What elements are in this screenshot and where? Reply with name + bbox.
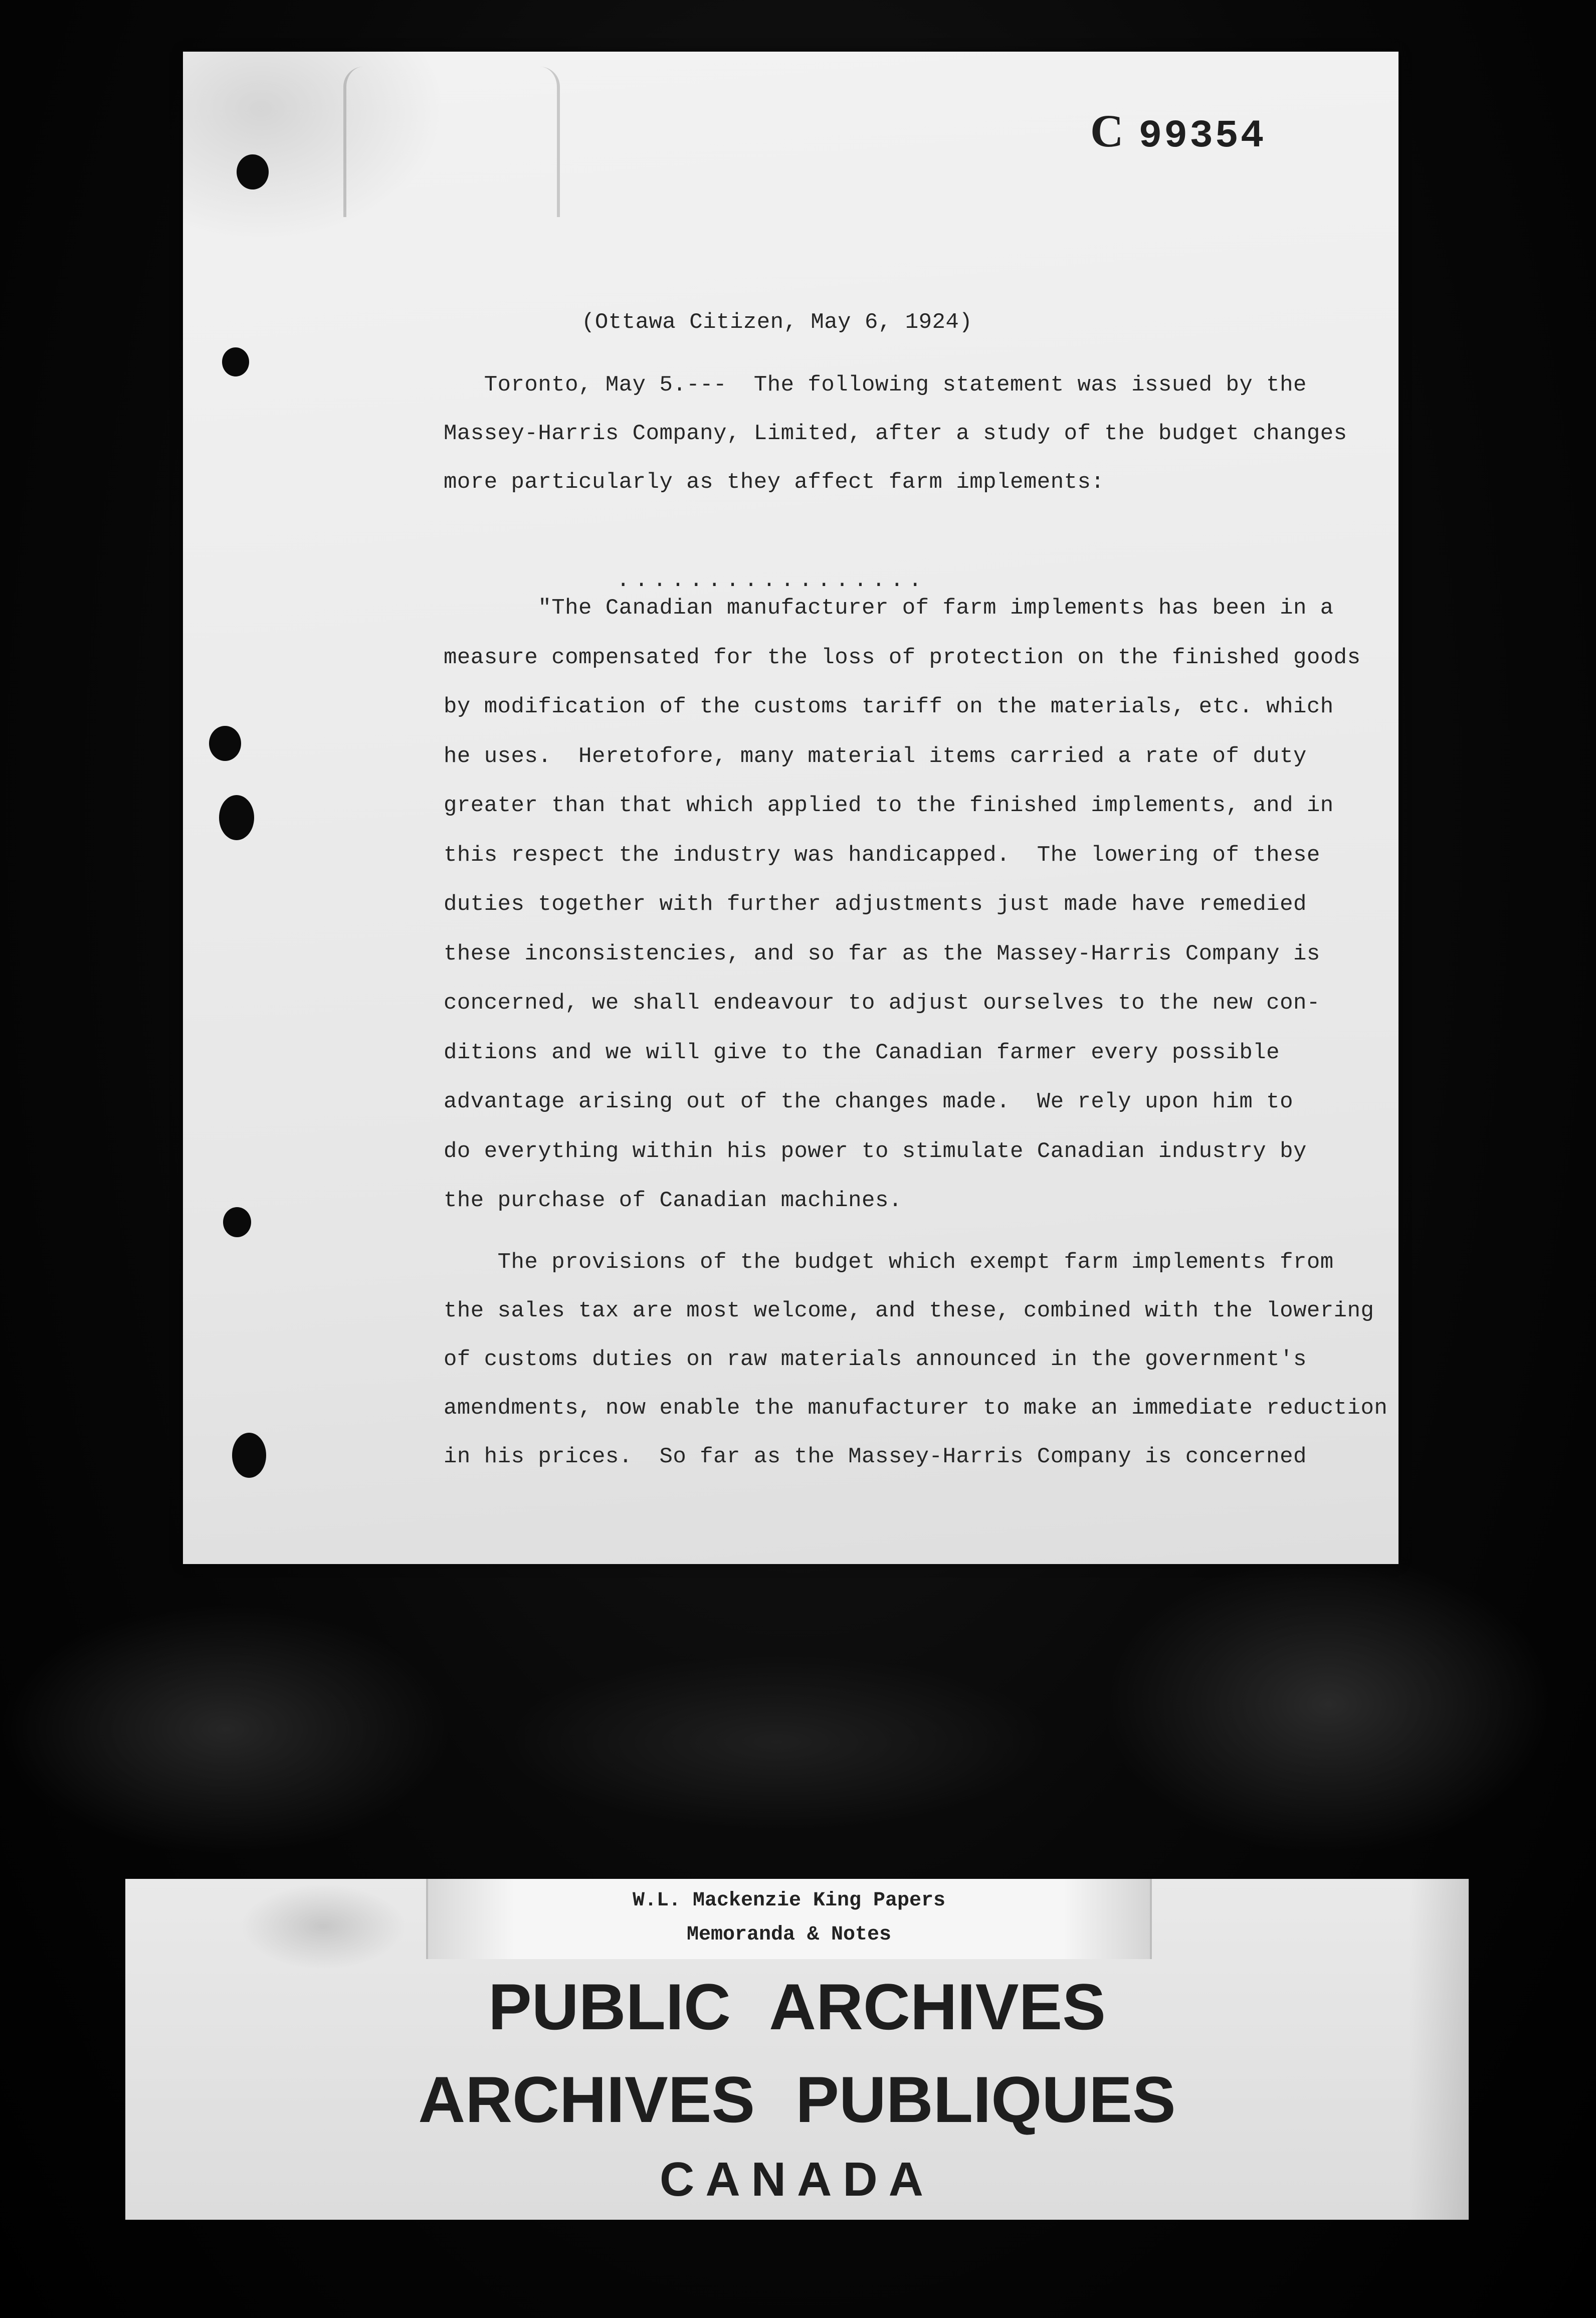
body-line: The provisions of the budget which exempt farm implements from <box>444 1250 1334 1275</box>
body-line: this respect the industry was handicapped. The lowering of these <box>444 842 1320 868</box>
paper-clip-mark <box>343 67 560 217</box>
body-line: these inconsistencies, and so far as the Massey-Harris Company is <box>444 941 1320 967</box>
background-mottle <box>501 1654 1053 1830</box>
stamp-number: 99354 <box>1138 114 1266 158</box>
collection-tab <box>426 1879 1152 1959</box>
body-line: in his prices. So far as the Massey-Harris Company is concerned <box>444 1444 1307 1469</box>
body-line: Massey-Harris Company, Limited, after a study of the budget changes <box>444 421 1347 446</box>
punch-hole <box>209 726 241 761</box>
body-line: ditions and we will give to the Canadian farmer every possible <box>444 1040 1280 1065</box>
background-mottle <box>1103 1554 1554 1855</box>
archive-label <box>125 1879 1469 2220</box>
body-line: he uses. Heretofore, many material items carried a rate of duty <box>444 743 1307 769</box>
body-line: of customs duties on raw materials announced in the government's <box>444 1347 1307 1372</box>
body-line: by modification of the customs tariff on the materials, etc. which <box>444 694 1334 719</box>
torn-paper-mark <box>241 1884 406 1969</box>
separator-dots: ................. <box>617 568 927 593</box>
body-line: the sales tax are most welcome, and these, combined with the lowering <box>444 1298 1374 1323</box>
background-mottle <box>0 1604 451 1855</box>
archive-stamp-number <box>1090 104 1266 158</box>
punch-hole <box>232 1433 266 1478</box>
body-line: the purchase of Canadian machines. <box>444 1188 902 1213</box>
body-line: Toronto, May 5.--- The following statement was issued by the <box>444 372 1307 398</box>
source-citation: (Ottawa Citizen, May 6, 1924) <box>581 310 973 335</box>
body-line: more particularly as they affect farm implements: <box>444 470 1105 495</box>
body-line: do everything within his power to stimulate Canadian industry by <box>444 1138 1307 1164</box>
typed-document-page <box>183 52 1399 1564</box>
archive-title-french: ARCHIVES PUBLIQUES <box>418 2063 1176 2136</box>
body-line: measure compensated for the loss of protection on the finished goods <box>444 645 1361 670</box>
body-line: advantage arising out of the changes made. We rely upon him to <box>444 1089 1293 1114</box>
series-name: Memoranda & Notes <box>686 1923 892 1946</box>
collection-name: W.L. Mackenzie King Papers <box>632 1889 946 1912</box>
body-line: concerned, we shall endeavour to adjust ourselves to the new con- <box>444 991 1320 1016</box>
body-line: duties together with further adjustments just made have remedied <box>444 892 1307 917</box>
punch-hole <box>222 347 249 376</box>
archive-country: CANADA <box>660 2153 934 2206</box>
stamp-letter: C <box>1090 105 1126 156</box>
body-line: "The Canadian manufacturer of farm implements has been in a <box>444 596 1334 621</box>
punch-hole <box>219 795 254 840</box>
body-line: amendments, now enable the manufacturer to make an immediate reduction <box>444 1396 1388 1421</box>
punch-hole <box>223 1207 251 1237</box>
body-line: greater than that which applied to the finished implements, and in <box>444 793 1334 818</box>
punch-hole <box>237 154 269 189</box>
archive-title-english: PUBLIC ARCHIVES <box>488 1970 1106 2043</box>
